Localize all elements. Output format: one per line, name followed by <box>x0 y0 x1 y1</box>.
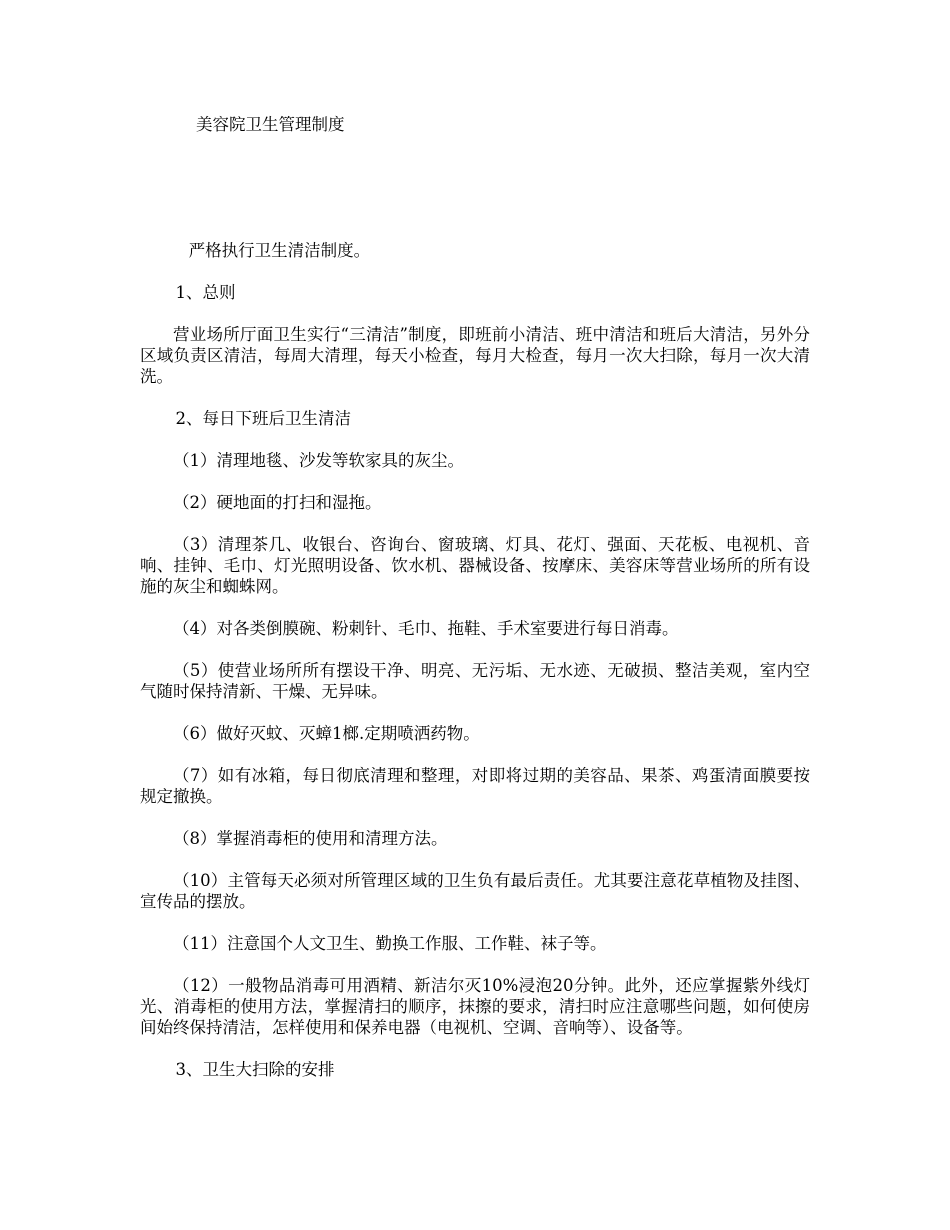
paragraph-general-rules: 营业场所厅面卫生实行“三清洁”制度，即班前小清洁、班中清洁和班后大清洁，另外分区域负责区清洁，每周大清理，每天小检查，每月大检查，每月一次大扫除，每月一次大清洗。 <box>140 325 810 386</box>
document-title: 美容院卫生管理制度 <box>196 115 345 134</box>
list-item-8: （8）掌握消毒柜的使用和清理方法。 <box>173 829 448 848</box>
section-heading-general: 1、总则 <box>175 283 236 302</box>
list-item-2: （2）硬地面的打扫和湿拖。 <box>173 493 382 512</box>
list-item-3: （3）清理茶几、收银台、咨询台、窗玻璃、灯具、花灯、强面、天花板、电视机、音响、挂钟、毛巾、灯光照明设备、饮水机、器械设备、按摩床、美容床等营业场所的所有设施的灰尘和蜘蛛网。 <box>140 535 810 596</box>
list-item-12: （12）一般物品消毒可用酒精、新洁尔灭10%浸泡20分钟。此外，还应掌握紫外线灯光、消毒柜的使用方法，掌握清扫的顺序，抹擦的要求，清扫时应注意哪些问题，如何使房间始终保持清洁，怎样使用和保养电器（电视机、空调、音响等）、设备等。 <box>140 976 810 1037</box>
section-heading-daily-cleaning: 2、每日下班后卫生清洁 <box>175 409 351 428</box>
section-heading-major-cleaning: 3、卫生大扫除的安排 <box>175 1060 335 1079</box>
list-item-4: （4）对各类倒膜碗、粉刺针、毛巾、拖鞋、手术室要进行每日消毒。 <box>173 619 679 638</box>
list-item-1: （1）清理地毯、沙发等软家具的灰尘。 <box>173 451 464 470</box>
intro-paragraph: 严格执行卫生清洁制度。 <box>188 241 371 260</box>
list-item-7: （7）如有冰箱，每日彻底清理和整理，对即将过期的美容品、果茶、鸡蛋清面膜要按规定撤换。 <box>140 766 810 806</box>
list-item-5: （5）使营业场所所有摆设干净、明亮、无污垢、无水迹、无破损、整洁美观，室内空气随时保持清新、干燥、无异味。 <box>140 661 810 701</box>
document-body <box>140 240 810 1101</box>
list-item-10: （10）主管每天必须对所管理区域的卫生负有最后责任。尤其要注意花草植物及挂图、宣传品的摆放。 <box>140 871 810 911</box>
list-item-6: （6）做好灭蚊、灭蟑1榔.定期喷洒药物。 <box>173 724 480 743</box>
list-item-11: （11）注意国个人文卫生、勤换工作服、工作鞋、袜子等。 <box>173 934 607 953</box>
